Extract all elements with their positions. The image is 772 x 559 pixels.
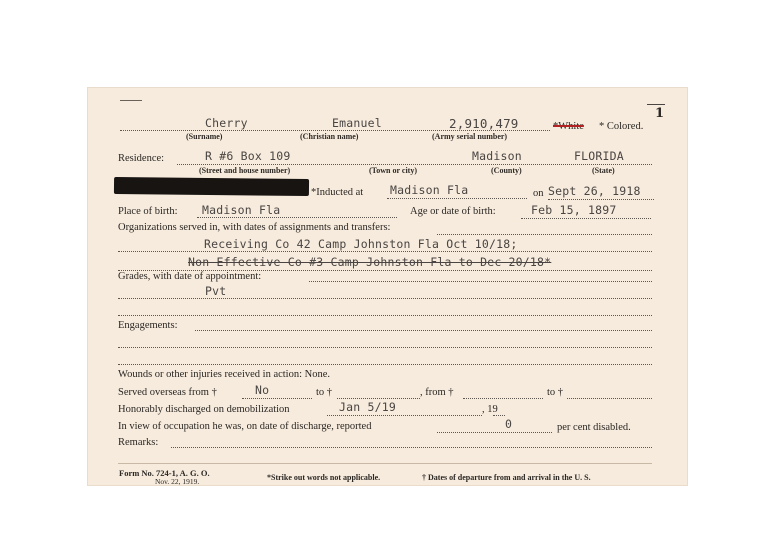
serial-number-value: 2,910,479 <box>449 116 519 131</box>
birthplace-label: Place of birth: <box>118 206 178 217</box>
organizations-line-0 <box>437 234 652 235</box>
overseas-line-3 <box>463 398 543 399</box>
organizations-line-1 <box>118 251 652 252</box>
overseas-to-label: to † <box>316 387 333 398</box>
on-label: on <box>533 188 544 199</box>
street-caption: (Street and house number) <box>199 166 291 175</box>
residence-label: Residence: <box>118 153 165 164</box>
grade-value: Pvt <box>205 284 227 298</box>
organization-entry-2: Non Effective Co #3 Camp Johnston Fla to Dec 20/18* <box>188 255 552 269</box>
disability-percent-value: 0 <box>505 417 513 431</box>
overseas-line-2 <box>337 398 420 399</box>
grades-line-0 <box>309 281 652 282</box>
overseas-line-4 <box>567 398 652 399</box>
discharge-year-line <box>493 415 505 416</box>
overseas-value: No <box>255 383 270 397</box>
disability-label: In view of occupation he was, on date of discharge, reported <box>118 421 372 432</box>
engagements-label: Engagements: <box>118 320 178 331</box>
serial-number-caption: (Army serial number) <box>432 132 508 141</box>
birthplace-line <box>197 217 397 218</box>
residence-line <box>177 164 652 165</box>
surname-caption: (Surname) <box>186 132 223 141</box>
inducted-date-value: Sept 26, 1918 <box>548 184 641 198</box>
remarks-label: Remarks: <box>118 437 159 448</box>
engagements-line-1 <box>118 347 652 348</box>
inducted-label: *Inducted at <box>311 187 364 198</box>
birthdate-label: Age or date of birth: <box>410 206 496 217</box>
white-label <box>553 122 584 133</box>
inducted-date-line <box>548 199 654 200</box>
disability-line <box>437 432 552 433</box>
disability-suffix: per cent disabled. <box>557 422 631 433</box>
form-date: Nov. 22, 1919. <box>155 477 200 486</box>
service-record-card <box>87 87 688 486</box>
form-number: Form No. 724-1, A. G. O. <box>119 468 210 478</box>
inducted-line <box>387 198 527 199</box>
organization-entry-1: Receiving Co 42 Camp Johnston Fla Oct 10/18; <box>204 237 518 251</box>
state-caption: (State) <box>592 166 615 175</box>
street-value: R #6 Box 109 <box>205 149 291 163</box>
redaction-bar <box>114 177 309 196</box>
christian-name-value: Emanuel <box>332 116 382 130</box>
surname-value: Cherry <box>205 116 248 130</box>
organizations-label: Organizations served in, with dates of assignments and transfers: <box>118 222 391 233</box>
remarks-line-0 <box>171 447 652 448</box>
county-value: Madison <box>472 149 522 163</box>
overseas-line-1 <box>242 398 312 399</box>
birthdate-value: Feb 15, 1897 <box>531 203 617 217</box>
grades-label: Grades, with date of appointment: <box>118 271 262 282</box>
discharge-year-label: , 19 <box>482 404 498 415</box>
grades-line-2 <box>118 315 652 316</box>
top-rule <box>120 100 142 101</box>
engagements-line-2 <box>118 364 652 365</box>
birthdate-line <box>521 218 651 219</box>
card-number-rule <box>647 104 665 105</box>
footnote-strike: *Strike out words not applicable. <box>267 473 381 482</box>
remarks-line-1 <box>118 463 652 464</box>
overseas-to2-label: to † <box>547 387 564 398</box>
discharge-date-value: Jan 5/19 <box>339 400 396 414</box>
discharge-line <box>327 415 482 416</box>
name-line <box>120 130 550 131</box>
inducted-place-value: Madison Fla <box>390 183 469 197</box>
christian-name-caption: (Christian name) <box>300 132 359 141</box>
city-caption: (Town or city) <box>369 166 417 175</box>
white-text: *White <box>553 121 584 132</box>
engagements-line-0 <box>195 330 652 331</box>
wounds-label: Wounds or other injuries received in action: None. <box>118 369 331 380</box>
footnote-dates: † Dates of departure from and arrival in the U. S. <box>422 473 591 482</box>
birthplace-value: Madison Fla <box>202 203 281 217</box>
county-caption: (County) <box>491 166 522 175</box>
colored-label: * Colored. <box>599 121 644 132</box>
card-number: 1 <box>655 106 665 121</box>
overseas-from-label: , from † <box>420 387 454 398</box>
discharge-label: Honorably discharged on demobilization <box>118 404 290 415</box>
state-value: FLORIDA <box>574 149 624 163</box>
overseas-label: Served overseas from † <box>118 387 217 398</box>
grades-line-1 <box>118 298 652 299</box>
